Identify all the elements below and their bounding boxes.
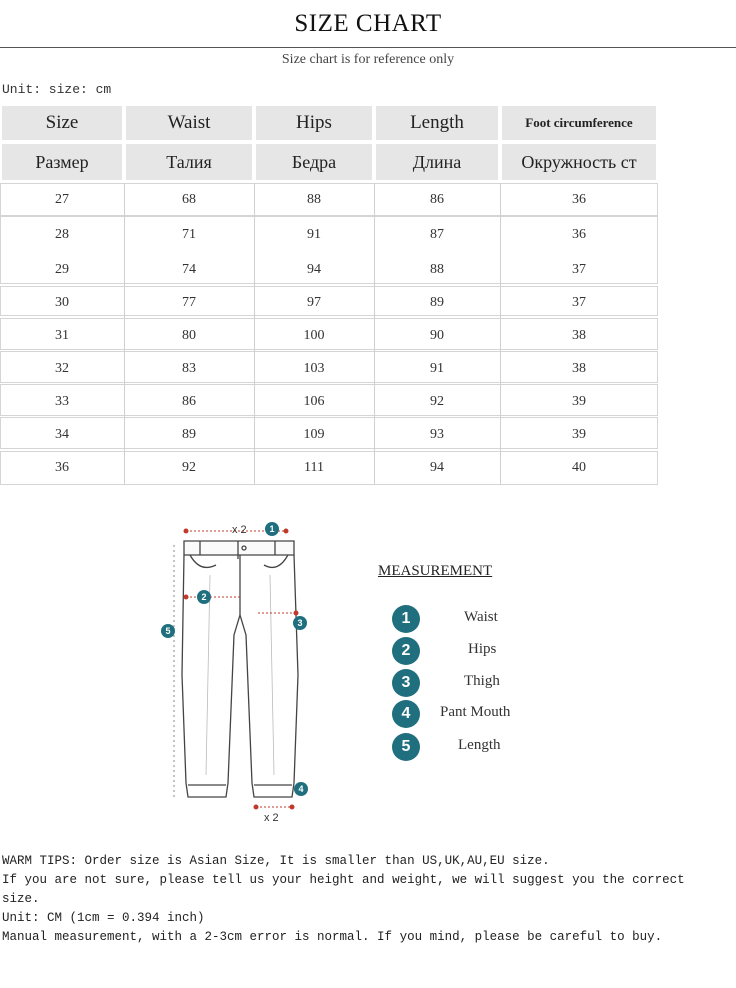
measurement-item xyxy=(392,637,542,665)
table-cell: 97 xyxy=(307,295,321,310)
table-cell: 90 xyxy=(430,328,444,343)
measurement-number-badge: 1 xyxy=(392,605,420,633)
page-title: SIZE CHART xyxy=(294,10,442,37)
header-ru-3: Длина xyxy=(374,142,500,182)
measurement-label: Waist xyxy=(464,609,498,625)
tip-line: size. xyxy=(2,892,40,906)
svg-text:5: 5 xyxy=(165,626,171,636)
table-cell: 80 xyxy=(182,328,196,343)
header-ru-4: Окружность ст xyxy=(500,142,658,182)
unit-line: Unit: size: cm xyxy=(2,82,112,97)
measurement-item xyxy=(392,700,542,728)
table-cell: 88 xyxy=(430,262,444,277)
table-cell: 106 xyxy=(303,394,325,409)
diagram-x2-bottom: x 2 xyxy=(264,812,279,824)
table-cell: 32 xyxy=(55,361,69,376)
table-cell: 88 xyxy=(307,192,321,207)
table-cell: 86 xyxy=(182,394,196,409)
table-cell: 77 xyxy=(182,295,196,310)
table-cell: 89 xyxy=(182,427,196,442)
table-cell: 36 xyxy=(55,460,69,475)
table-cell: 93 xyxy=(430,427,444,442)
table-cell: 40 xyxy=(572,460,586,475)
measurement-label: Length xyxy=(458,737,501,753)
table-cell: 68 xyxy=(182,192,196,207)
header-en-2: Hips xyxy=(254,104,374,142)
warm-tips xyxy=(2,852,736,947)
tip-line: If you are not sure, please tell us your height and weight, we will suggest you the correct xyxy=(2,873,685,887)
table-cell: 92 xyxy=(430,394,444,409)
measurement-title: MEASUREMENT xyxy=(378,563,493,579)
table-cell: 91 xyxy=(307,227,321,242)
header-en-4: Foot circumference xyxy=(500,104,658,142)
table-cell: 39 xyxy=(572,427,586,442)
table-cell: 94 xyxy=(430,460,444,475)
measurement-label: Hips xyxy=(468,641,497,657)
svg-text:3: 3 xyxy=(297,618,303,628)
header-ru-0: Размер xyxy=(0,142,124,182)
tip-line: WARM TIPS: Order size is Asian Size, It is smaller than US,UK,AU,EU size. xyxy=(2,854,550,868)
measurement-number-badge: 3 xyxy=(392,669,420,697)
measurement-item xyxy=(392,733,542,761)
table-cell: 92 xyxy=(182,460,196,475)
table-cell: 91 xyxy=(430,361,444,376)
tip-line: Manual measurement, with a 2-3cm error is normal. If you mind, please be careful to buy. xyxy=(2,930,663,944)
measurement-number-badge: 2 xyxy=(392,637,420,665)
table-cell: 29 xyxy=(55,262,69,277)
table-cell: 71 xyxy=(182,227,196,242)
table-cell: 28 xyxy=(55,227,69,242)
table-cell: 30 xyxy=(55,295,69,310)
table-cell: 38 xyxy=(572,328,586,343)
header-ru-2: Бедра xyxy=(254,142,374,182)
header-en-3: Length xyxy=(374,104,500,142)
table-cell: 109 xyxy=(303,427,325,442)
header-en-0: Size xyxy=(0,104,124,142)
measurement-number-badge: 4 xyxy=(392,700,420,728)
table-cell: 38 xyxy=(572,361,586,376)
table-cell: 36 xyxy=(572,192,586,207)
table-cell: 87 xyxy=(430,227,444,242)
title-divider xyxy=(0,47,736,48)
tip-line: Unit: CM (1cm = 0.394 inch) xyxy=(2,911,205,925)
table-cell: 111 xyxy=(304,460,324,475)
table-cell: 86 xyxy=(430,192,444,207)
table-cell: 100 xyxy=(303,328,325,343)
measurement-item xyxy=(392,605,542,633)
table-cell: 89 xyxy=(430,295,444,310)
measurement-label: Pant Mouth xyxy=(440,704,511,720)
table-cell: 37 xyxy=(572,295,586,310)
table-cell: 94 xyxy=(307,262,321,277)
measurement-label: Thigh xyxy=(464,673,500,689)
pants-diagram xyxy=(160,515,320,825)
table-cell: 36 xyxy=(572,227,586,242)
table-cell: 31 xyxy=(55,328,69,343)
table-cell: 103 xyxy=(303,361,325,376)
svg-text:1: 1 xyxy=(269,524,275,534)
header-ru-1: Талия xyxy=(124,142,254,182)
table-cell: 83 xyxy=(182,361,196,376)
measurement-item xyxy=(392,669,542,697)
measurement-number-badge: 5 xyxy=(392,733,420,761)
header-en-1: Waist xyxy=(124,104,254,142)
diagram-x2-top: x 2 xyxy=(232,524,247,536)
table-cell: 27 xyxy=(55,192,69,207)
table-cell: 37 xyxy=(572,262,586,277)
table-cell: 33 xyxy=(55,394,69,409)
table-cell: 34 xyxy=(55,427,69,442)
subtitle: Size chart is for reference only xyxy=(281,52,455,67)
svg-text:2: 2 xyxy=(201,592,207,602)
table-cell: 39 xyxy=(572,394,586,409)
svg-text:4: 4 xyxy=(298,784,304,794)
table-cell: 74 xyxy=(182,262,196,277)
